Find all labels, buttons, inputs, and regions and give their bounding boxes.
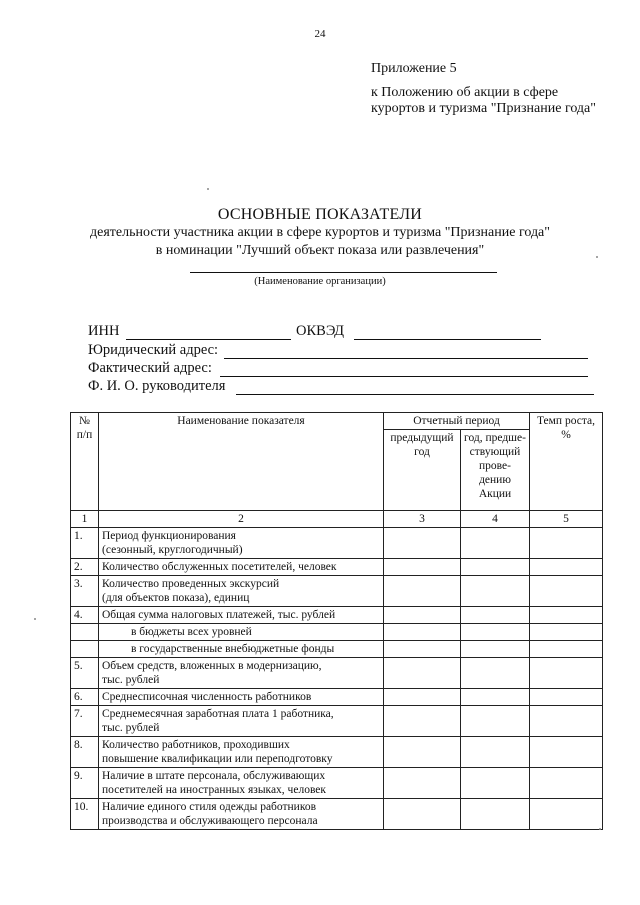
value-cell[interactable]: [384, 737, 461, 768]
value-cell[interactable]: [530, 689, 603, 706]
table-row: [71, 641, 603, 658]
indicator-line: Количество проведенных экскурсий: [102, 578, 280, 590]
director-input-line[interactable]: [236, 394, 594, 395]
row-number: 9.: [71, 768, 99, 799]
header-indicator-name: Наименование показателя: [99, 413, 384, 511]
table-row: [71, 576, 603, 607]
table-row: [71, 737, 603, 768]
value-cell[interactable]: [384, 706, 461, 737]
row-indicator: [99, 528, 384, 559]
legal-address-input-line[interactable]: [224, 358, 588, 359]
table-row: [71, 799, 603, 830]
value-cell[interactable]: [384, 607, 461, 624]
value-cell[interactable]: [530, 641, 603, 658]
row-indicator: [99, 768, 384, 799]
indicator-line: тыс. рублей: [102, 722, 160, 734]
value-cell[interactable]: [530, 799, 603, 830]
indicator-line: (сезонный, круглогодичный): [102, 544, 243, 556]
value-cell[interactable]: [384, 624, 461, 641]
value-cell[interactable]: [461, 607, 530, 624]
column-number: 4: [461, 511, 530, 528]
row-indicator: [99, 559, 384, 576]
indicator-line: повышение квалификации или переподготовку: [102, 753, 333, 765]
value-cell[interactable]: [461, 799, 530, 830]
column-number: 2: [99, 511, 384, 528]
indicator-line: Среднесписочная численность работников: [102, 691, 312, 703]
table-row: [71, 624, 603, 641]
value-cell[interactable]: [384, 799, 461, 830]
indicators-table: [70, 412, 603, 830]
row-number: 1.: [71, 528, 99, 559]
page-number: 24: [314, 28, 326, 40]
row-indicator: [99, 799, 384, 830]
row-indicator: [99, 658, 384, 689]
table-row: [71, 768, 603, 799]
value-cell[interactable]: [461, 641, 530, 658]
column-number: 5: [530, 511, 603, 528]
row-indicator: [99, 624, 384, 641]
value-cell[interactable]: [384, 658, 461, 689]
scan-speck: [596, 256, 598, 258]
table-row: [71, 559, 603, 576]
value-cell[interactable]: [530, 624, 603, 641]
value-cell[interactable]: [461, 576, 530, 607]
row-number: 2.: [71, 559, 99, 576]
value-cell[interactable]: [530, 528, 603, 559]
row-number: 4.: [71, 607, 99, 624]
row-number: [71, 641, 99, 658]
header-num: № п/п: [71, 413, 99, 511]
value-cell[interactable]: [530, 559, 603, 576]
table-row: [71, 607, 603, 624]
organization-name-line[interactable]: [190, 272, 497, 273]
value-cell[interactable]: [384, 528, 461, 559]
indicator-line: Среднемесячная заработная плата 1 работника,: [102, 708, 334, 720]
indicator-line: Наличие в штате персонала, обслуживающих: [102, 770, 326, 782]
value-cell[interactable]: [384, 559, 461, 576]
okved-label: ОКВЭД: [296, 323, 345, 339]
legal-address-label: Юридический адрес:: [88, 342, 219, 358]
header-growth-rate: Темп роста, %: [530, 413, 603, 511]
scan-speck: [599, 828, 601, 830]
value-cell[interactable]: [530, 607, 603, 624]
value-cell[interactable]: [461, 528, 530, 559]
row-indicator: [99, 576, 384, 607]
indicator-line: в государственные внебюджетные фонды: [131, 643, 335, 655]
indicator-line: в бюджеты всех уровней: [131, 626, 252, 638]
row-number: 8.: [71, 737, 99, 768]
value-cell[interactable]: [461, 737, 530, 768]
header-year-before-action: год, предше-ствующий прове-дению Акции: [461, 430, 530, 511]
value-cell[interactable]: [384, 768, 461, 799]
table-row: [71, 658, 603, 689]
row-indicator: [99, 607, 384, 624]
value-cell[interactable]: [384, 641, 461, 658]
appendix-title: Приложение 5: [371, 61, 457, 76]
column-number: 1: [71, 511, 99, 528]
table-row: [71, 689, 603, 706]
row-indicator: [99, 706, 384, 737]
row-indicator: [99, 641, 384, 658]
value-cell[interactable]: [461, 658, 530, 689]
indicator-line: Наличие единого стиля одежды работников: [102, 801, 317, 813]
scan-speck: [207, 188, 209, 190]
indicator-line: Количество обслуженных посетителей, человек: [102, 561, 337, 573]
actual-address-input-line[interactable]: [220, 376, 588, 377]
actual-address-label: Фактический адрес:: [88, 360, 212, 376]
inn-input-line[interactable]: [126, 339, 291, 340]
row-number: 3.: [71, 576, 99, 607]
row-number: 10.: [71, 799, 99, 830]
header-previous-year: предыдущий год: [384, 430, 461, 511]
value-cell[interactable]: [461, 689, 530, 706]
value-cell[interactable]: [530, 658, 603, 689]
table-row: [71, 706, 603, 737]
organization-caption: (Наименование организации): [254, 276, 386, 287]
indicator-line: (для объектов показа), единиц: [102, 592, 250, 604]
value-cell[interactable]: [461, 559, 530, 576]
indicator-line: тыс. рублей: [102, 674, 160, 686]
table-row: [71, 528, 603, 559]
row-indicator: [99, 689, 384, 706]
nomination-line: в номинации "Лучший объект показа или развлечения": [155, 243, 485, 258]
row-indicator: [99, 737, 384, 768]
document-heading: ОСНОВНЫЕ ПОКАЗАТЕЛИ: [217, 206, 423, 223]
row-number: 6.: [71, 689, 99, 706]
value-cell[interactable]: [530, 706, 603, 737]
value-cell[interactable]: [461, 768, 530, 799]
row-number: [71, 624, 99, 641]
row-number: 7.: [71, 706, 99, 737]
director-label: Ф. И. О. руководителя: [88, 378, 226, 394]
value-cell[interactable]: [530, 576, 603, 607]
indicator-line: Объем средств, вложенных в модернизацию,: [102, 660, 322, 672]
indicator-line: производства и обслуживающего персонала: [102, 815, 318, 827]
scan-speck: [34, 618, 36, 620]
value-cell[interactable]: [530, 768, 603, 799]
indicator-line: посетителей на иностранных языках, человек: [102, 784, 326, 796]
indicator-line: Количество работников, проходивших: [102, 739, 290, 751]
value-cell[interactable]: [461, 624, 530, 641]
value-cell[interactable]: [384, 576, 461, 607]
indicator-line: Общая сумма налоговых платежей, тыс. рублей: [102, 609, 336, 621]
indicator-line: Период функционирования: [102, 530, 236, 542]
value-cell[interactable]: [530, 737, 603, 768]
column-number: 3: [384, 511, 461, 528]
header-reporting-period: Отчетный период: [384, 413, 530, 430]
inn-label: ИНН: [88, 323, 120, 339]
value-cell[interactable]: [384, 689, 461, 706]
value-cell[interactable]: [461, 706, 530, 737]
row-number: 5.: [71, 658, 99, 689]
document-subtitle: деятельности участника акции в сфере курортов и туризма "Признание года": [90, 225, 550, 240]
okved-input-line[interactable]: [354, 339, 541, 340]
appendix-text: к Положению об акции в сфере курортов и туризма "Признание года": [371, 85, 596, 116]
